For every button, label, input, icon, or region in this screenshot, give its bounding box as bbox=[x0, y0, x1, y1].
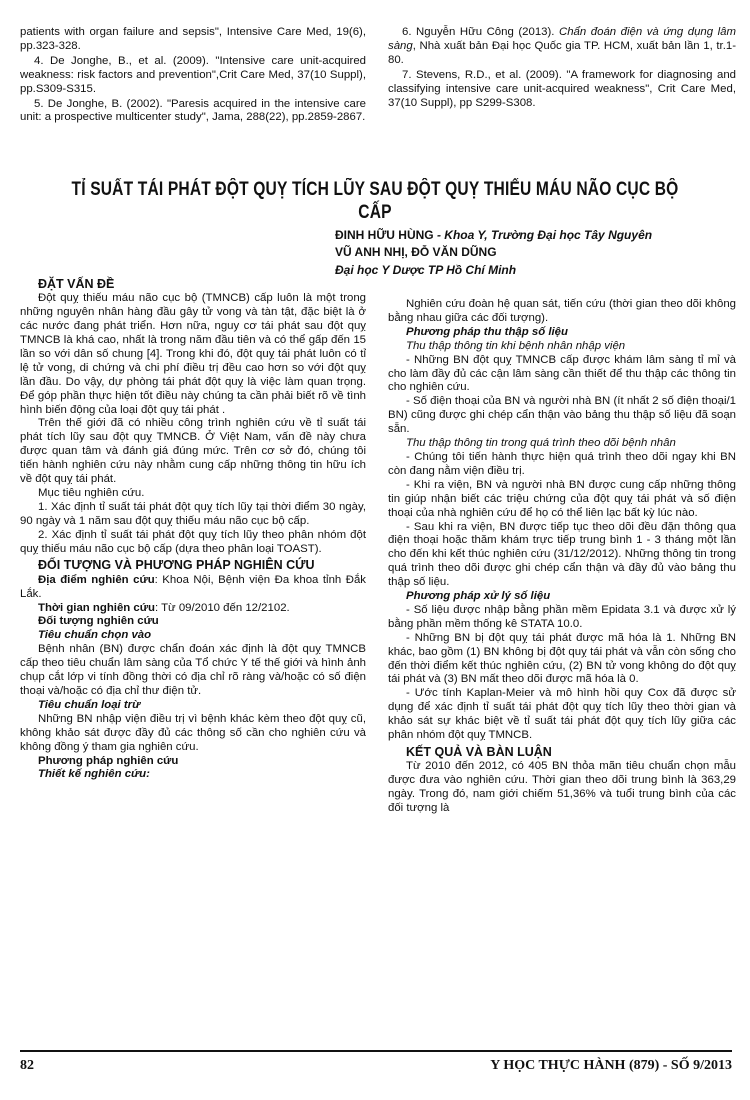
paragraph: - Khi ra viện, BN và người nhà BN được cung cấp những thông tin giúp nhận biết các triệu chứng của đột quỵ tái phát và số điện thoại của nhà nghiên cứu để họ có thể liên lạc bất kỳ lúc nào. bbox=[388, 478, 736, 519]
paragraph: Đột quỵ thiếu máu não cục bộ (TMNCB) cấp luôn là một trong những nguyên nhân hàng đầu gây tử vong và tàn tật, đặc biệt là ở các nước đang phát triển. Hơn nữa, nguy cơ tái phát sau đột quỵ TMNCB là khá cao, nhất là trong năm đầu tiên và có thể gấp đến 15 lần so với dân số chung [4]. Trong khi đó, đột quỵ tái phát luôn có tỉ lệ tử vong, di chứng và chi phí điều trị đều cao hơn so với đột quỵ lần đầu. Do vậy, dự phòng tái phát đột quỵ là việc làm quan trọng. Để góp phần thực hiện tốt điều này chúng ta cần phải biết rõ về tình hình biến động của loại đột quỵ tái phát . bbox=[20, 292, 366, 416]
study-place-label: Địa điểm nghiên cứu bbox=[38, 573, 155, 586]
authors-block bbox=[335, 227, 735, 279]
reference-number: 6. Nguyễn Hữu Công (2013). bbox=[402, 26, 559, 38]
paragraph: Mục tiêu nghiên cứu. bbox=[38, 486, 145, 499]
subheading-design: Thiết kế nghiên cứu: bbox=[38, 768, 150, 781]
author-affiliation-2 bbox=[335, 262, 735, 279]
body-right-column bbox=[388, 298, 736, 816]
paragraph: Từ 2010 đến 2012, có 405 BN thỏa mãn tiêu chuẩn chọn mẫu được đưa vào nghiên cứu. Thời gian theo dõi trung bình là 363,29 ngày. Trong đó, nam giới chiếm 51,36% và tuổi trung bình của các đối tượng là bbox=[388, 760, 736, 814]
paragraph: 2. Xác định tỉ suất tái phát đột quỵ tích lũy theo phân nhóm đột quỵ thiếu máu não cục bộ cấp (dựa theo phân loại TOAST). bbox=[20, 528, 366, 555]
reference-item: patients with organ failure and sepsis", Intensive Care Med, 19(6), pp.323-328. bbox=[20, 26, 366, 52]
study-time-text: : Từ 09/2010 đến 12/2102. bbox=[154, 601, 290, 614]
reference-details: "A framework for diagnosing and classifying intensive care unit-acquired weakness", Crit Care Med, 37(10 Suppl), pp S299-S308. bbox=[388, 68, 736, 109]
article-title: TỈ SUẤT TÁI PHÁT ĐỘT QUỴ TÍCH LŨY SAU ĐỘT QUỴ THIẾU MÁU NÃO CỤC BỘ CẤP bbox=[71, 179, 679, 224]
paragraph: Trên thế giới đã có nhiều công trình nghiên cứu về tỉ suất tái phát tích lũy sau đột quỵ TMNCB. Ở Việt Nam, vấn đề này chưa được quan tâm và đánh giá đúng mức. Trên cơ sở đó, chúng tôi tiến hành nghiên cứu này nhằm cung cấp những thông tin hữu ích về đột quỵ tái phát. bbox=[20, 417, 366, 486]
study-time-label: Thời gian nghiên cứu bbox=[38, 601, 155, 614]
paragraph: Những BN nhập viện điều trị vì bệnh khác kèm theo đột quỵ cũ, không khảo sát được đầy đủ các thông số cần cho nghiên cứu và không đồng ý tham gia nghiên cứu. bbox=[20, 712, 366, 753]
subheading-method: Phương pháp nghiên cứu bbox=[38, 754, 179, 767]
paragraph: Nghiên cứu đoàn hệ quan sát, tiến cứu (thời gian theo dõi không bằng nhau giữa các đối tượng). bbox=[388, 298, 736, 324]
paragraph: - Sau khi ra viện, BN được tiếp tục theo dõi đều đặn thông qua điện thoại hoặc thăm khám trực tiếp trung bình 1 - 3 tháng một lần cho đến khi kết thúc nghiên cứu (31/12/2012). Những thông tin trong quá trình theo dõi được ghi chép cẩn thận và đầy đủ vào bảng thu thập số liệu. bbox=[388, 520, 736, 589]
subheading-admission: Thu thập thông tin khi bệnh nhân nhập viện bbox=[406, 339, 626, 352]
section-heading-intro: ĐẶT VẤN ĐỀ bbox=[38, 277, 115, 291]
paragraph: - Số điện thoại của BN và người nhà BN (ít nhất 2 số điện thoại/1 BN) cũng được ghi chép cẩn thận vào bảng thu thập số liệu đã soạn sẵn. bbox=[388, 395, 736, 436]
reference-item bbox=[388, 26, 736, 68]
reference-book-title: Chẩn đoán điện và ứng dụng lâm sàng bbox=[388, 26, 736, 52]
author-line-2: VŨ ANH NHỊ, ĐỖ VĂN DŨNG bbox=[335, 245, 497, 260]
author-affiliation: - Khoa Y, Trường Đại học Tây Nguyên bbox=[433, 228, 653, 242]
subheading-subjects: Đối tượng nghiên cứu bbox=[38, 615, 159, 628]
author-name: ĐINH HỮU HÙNG bbox=[335, 228, 434, 242]
author-line-1 bbox=[335, 227, 735, 244]
study-place bbox=[20, 574, 366, 602]
reference-item: 5. De Jonghe, B. (2002). "Paresis acquired in the intensive care unit: a prospective multicenter study", Jama, 288(22), pp.2859-2867. bbox=[20, 97, 366, 124]
subheading-collection: Phương pháp thu thập số liệu bbox=[406, 325, 568, 338]
reference-details: , Nhà xuất bản Đại học Quốc gia TP. HCM, xuất bản lần 1, tr.1-80. bbox=[388, 39, 736, 66]
paragraph: - Ước tính Kaplan-Meier và mô hình hồi quy Cox đã được sử dụng để xác định tỉ suất tái phát đột quỵ tích lũy theo thời gian và khảo sát sự khác biệt về tỉ suất tái phát đột quỵ tích lũy giữa các phân nhóm đột quỵ TMNCB. bbox=[388, 687, 736, 742]
reference-item: 4. De Jonghe, B., et al. (2009). "Intensive care unit-acquired weakness: risk factors and prevention",Crit Care Med, 37(10 Suppl), pp.S309-S315. bbox=[20, 54, 366, 95]
paragraph: - Chúng tôi tiến hành thực hiện quá trình theo dõi ngay khi BN còn đang nằm viện điều trị. bbox=[388, 450, 736, 477]
paragraph: - Số liệu được nhập bằng phần mềm Epidata 3.1 và được xử lý bằng phần mềm thống kê STATA 10.0. bbox=[388, 603, 736, 630]
subheading-processing: Phương pháp xử lý số liệu bbox=[406, 590, 551, 603]
footer-divider bbox=[20, 1050, 732, 1052]
body-left-column bbox=[20, 275, 366, 782]
section-heading-results: KẾT QUẢ VÀ BÀN LUẬN bbox=[406, 745, 552, 759]
reference-number: 7. Stevens, R.D., et al. (2009). bbox=[402, 68, 567, 81]
reference-item bbox=[388, 69, 736, 111]
study-time bbox=[20, 602, 366, 616]
subheading-inclusion: Tiêu chuẩn chọn vào bbox=[38, 629, 152, 642]
paragraph: Bệnh nhân (BN) được chẩn đoán xác định là đột quỵ TMNCB cấp theo tiêu chuẩn lâm sàng của Tổ chức Y tế thế giới và hình ảnh chụp cắt lớp vi tính đồng thời có địa chỉ rõ ràng và/hoặc có số điện thoại và/hoặc có địa chỉ thư điện tử. bbox=[20, 643, 366, 697]
subheading-followup: Thu thập thông tin trong quá trình theo dõi bệnh nhân bbox=[406, 437, 676, 450]
section-heading-methods: ĐỐI TƯỢNG VÀ PHƯƠNG PHÁP NGHIÊN CỨU bbox=[38, 558, 315, 573]
paragraph: - Những BN đột quỵ TMNCB cấp được khám lâm sàng tỉ mỉ và cho làm đầy đủ các cận lâm sàng cần thiết để thu thập các thông tin cho nghiên cứu. bbox=[388, 353, 736, 394]
journal-name: Y HỌC THỰC HÀNH (879) - SỐ 9/2013 bbox=[490, 1058, 732, 1073]
references-right-column bbox=[388, 26, 736, 111]
study-place-text: : Khoa Nội, Bệnh viện Đa khoa tỉnh Đắk Lắk. bbox=[20, 573, 366, 600]
page-number: 82 bbox=[20, 1058, 34, 1073]
affiliation-text: Đại học Y Dược TP Hồ Chí Minh bbox=[335, 262, 517, 277]
paragraph: 1. Xác định tỉ suất tái phát đột quỵ tích lũy tại thời điểm 30 ngày, 90 ngày và 1 năm sau đột quỵ thiếu máu não cục bộ cấp. bbox=[20, 500, 366, 527]
paragraph: - Những BN bị đột quỵ tái phát được mã hóa là 1. Những BN khác, bao gồm (1) BN không bị đột quỵ tái phát và vẫn còn sống cho đến thời điểm kết thúc nghiên cứu, (2) BN tử vong không do đột quỵ tái phát và (3) BN mất theo dõi được mã hóa là 0. bbox=[388, 631, 736, 686]
subheading-exclusion: Tiêu chuẩn loại trừ bbox=[38, 698, 141, 711]
references-left-column bbox=[20, 26, 366, 126]
